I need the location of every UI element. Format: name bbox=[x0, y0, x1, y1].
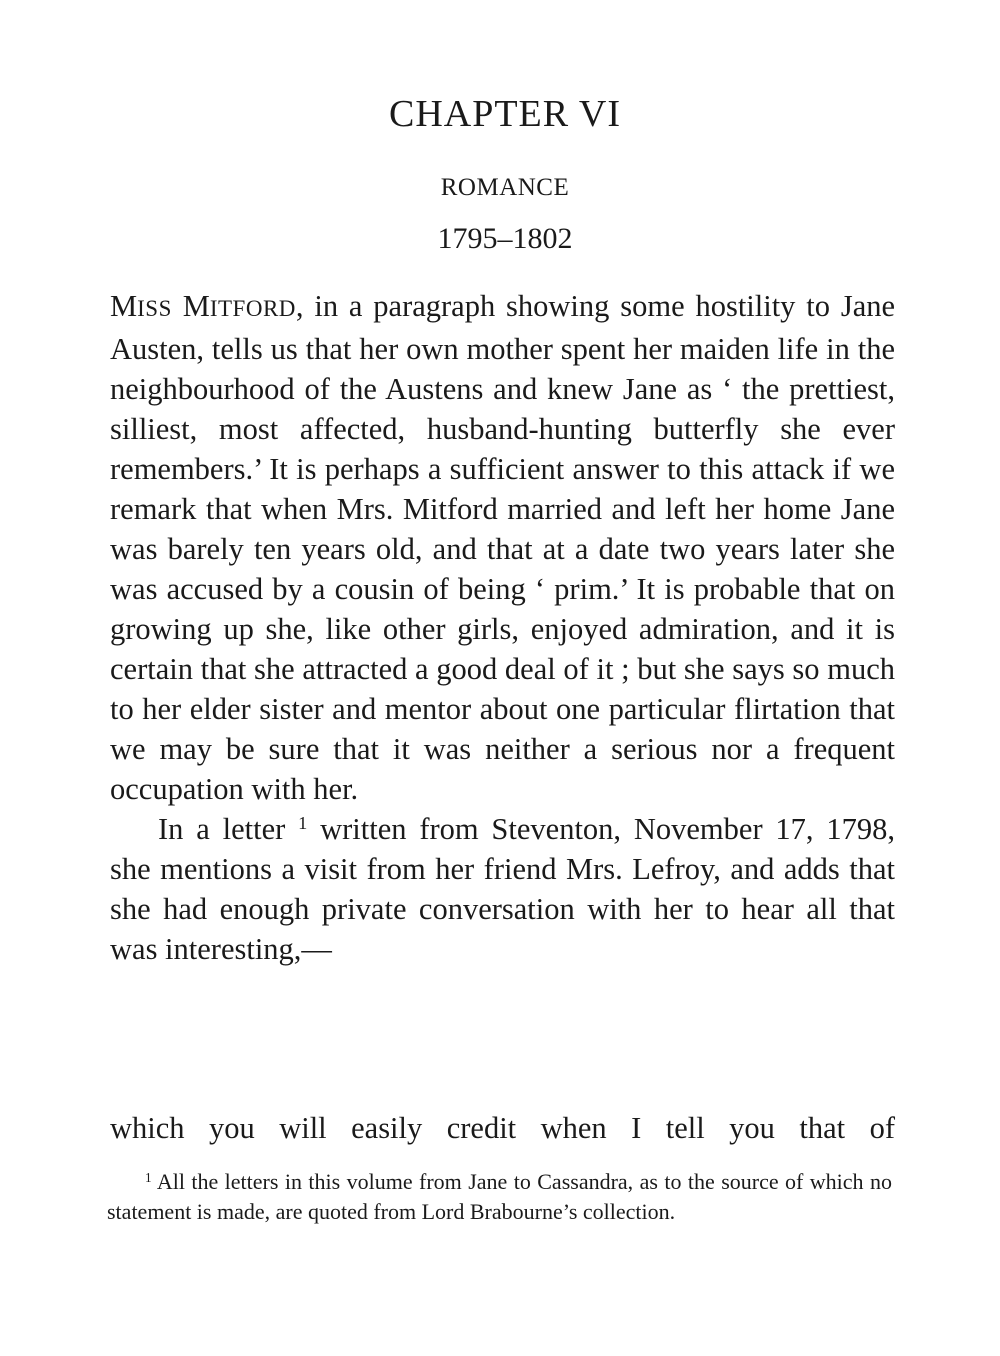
chapter-heading: CHAPTER VI bbox=[388, 93, 622, 135]
lead-small-caps: ITFORD bbox=[209, 296, 296, 321]
footnote-mark: 1 bbox=[145, 1169, 152, 1185]
paragraph-1 bbox=[110, 286, 895, 809]
block-quote: which you will easily credit when I tell you that of bbox=[110, 1111, 895, 1145]
paragraph-1-text: , in a paragraph showing some hostility to Jane Austen, tells us that her own mother spent her maiden life in the neighbourhood of the Austens and knew Jane as ‘ the prettiest, silliest, most affected, husband-hunting butterfly she ever remembers.’ It is perhaps a sufficient answer to this attack if we remark that when Mrs. Mitford married and left her home Jane was barely ten years old, and that at a date two years later she was accused by a cousin of being ‘ prim.’ It is probable that on growing up she, like other girls, enjoyed admiration, and it is certain that she attracted a good deal of it ; but she says so much to her elder sister and mentor about one particular flirtation that we may be sure that it was neither a serious nor a frequent occupation with her. bbox=[110, 289, 896, 806]
paragraph-2-text: written from Steventon, November 17, 1798, she mentions a visit from her friend Mrs. Lefroy, and adds that she had enough private conversation with her to hear all that was interesting,— bbox=[110, 812, 896, 966]
chapter-title: ROMANCE bbox=[440, 174, 570, 201]
lead-cap: M bbox=[110, 289, 138, 323]
lead-cap: M bbox=[182, 289, 210, 323]
footnote-text: All the letters in this volume from Jane to Cassandra, as to the source of which no statement is made, are quoted from Lord Brabourne’s collection. bbox=[107, 1169, 892, 1224]
body-text bbox=[110, 286, 895, 969]
lead-small-caps: ISS bbox=[137, 296, 172, 321]
paragraph-2 bbox=[110, 809, 895, 969]
paragraph-2-start: In a letter bbox=[158, 812, 286, 846]
footnote bbox=[107, 1167, 892, 1227]
chapter-dates: 1795–1802 bbox=[437, 222, 573, 255]
footnote-reference[interactable]: 1 bbox=[298, 812, 308, 833]
